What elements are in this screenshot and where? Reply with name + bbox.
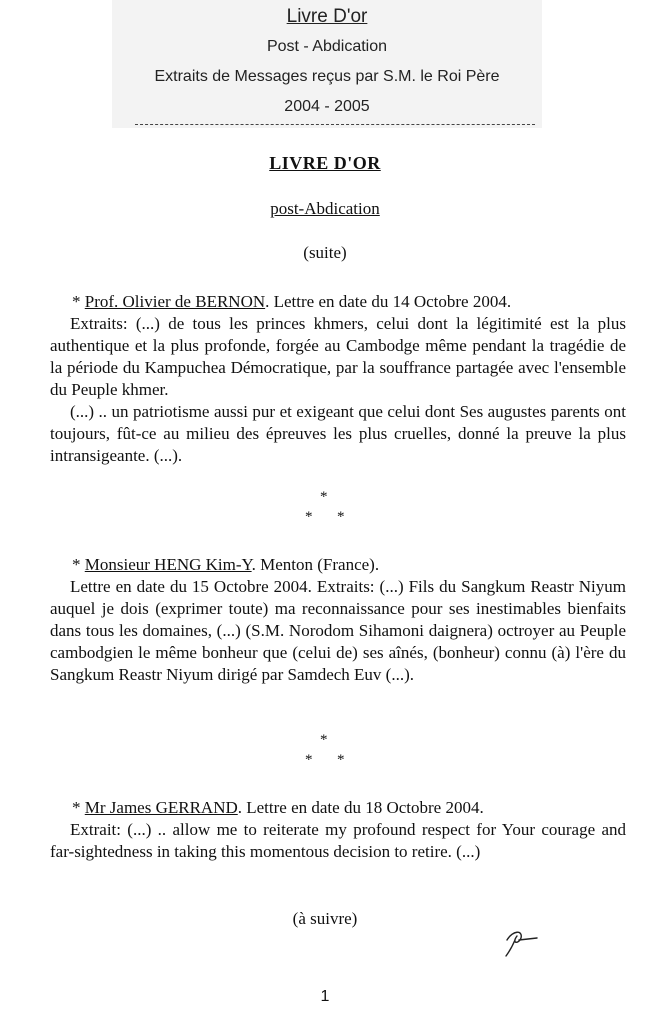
entry-marker: * <box>72 292 85 311</box>
entry-paragraph: Extrait: (...) .. allow me to reiterate my profound respect for Your courage and far-sightedness in taking this momentous decision to retire. (...) <box>50 820 626 861</box>
entry-marker: * <box>72 798 85 817</box>
entry-paragraph: Extraits: (...) de tous les princes khmers, celui dont la légitimité est la plus authentique et la plus profonde, forgée au Cambodge même pendant la tragédie de la période du Kampuchea Démocratique, par la souffrance partagée avec l'ensemble du Peuple khmer. <box>50 314 626 399</box>
page-title: LIVRE D'OR <box>269 153 381 173</box>
star-mark: * <box>305 752 313 768</box>
entry-heading <box>50 797 626 819</box>
signature-mark <box>495 922 545 958</box>
message-entry <box>50 797 626 863</box>
entry-details: . Lettre en date du 18 Octobre 2004. <box>237 798 484 817</box>
suite-label: (suite) <box>303 243 347 262</box>
star-mark: * <box>305 509 313 525</box>
entry-paragraph: Lettre en date du 15 Octobre 2004. Extraits: (...) Fils du Sangkum Reastr Niyum auquel je dois (exprimer toute) ma reconnaissance pour ses inestimables bienfaits dans tous les domaines, (...) (S.M. Norodom Sihamoni daignera) octroyer au Peuple cambodgien le même bonheur que (celui de) ses aînés, (bonheur) connu (à) l'ère du Sangkum Reastr Niyum dirigé par Samdech Euv (...). <box>50 577 626 684</box>
header-description: Extraits de Messages reçus par S.M. le Roi Père <box>154 68 500 85</box>
header-title: Livre D'or <box>286 6 368 27</box>
star-mark: * <box>337 752 345 768</box>
entry-heading <box>50 291 626 313</box>
message-entry <box>50 554 626 686</box>
entry-heading <box>50 554 626 576</box>
star-mark: * <box>320 732 328 748</box>
continuation-note: (à suivre) <box>292 909 358 928</box>
entry-author: Monsieur HENG Kim-Y <box>84 555 252 574</box>
dashed-divider <box>135 124 535 125</box>
header-years: 2004 - 2005 <box>284 98 370 115</box>
entry-author: Mr James GERRAND <box>84 798 238 817</box>
star-mark: * <box>320 489 328 505</box>
entry-paragraph: (...) .. un patriotisme aussi pur et exigeant que celui dont Ses augustes parents ont toujours, fût-ce au milieu des épreuves les plus cruelles, donné la preuve la plus intransigeante. (...). <box>50 402 626 465</box>
entry-marker: * <box>72 555 85 574</box>
page-subtitle: post-Abdication <box>270 199 380 218</box>
header-subtitle: Post - Abdication <box>266 38 388 55</box>
star-mark: * <box>337 509 345 525</box>
section-separator <box>300 489 350 525</box>
section-separator <box>300 732 350 768</box>
entry-details: . Menton (France). <box>251 555 380 574</box>
entry-author: Prof. Olivier de BERNON <box>84 292 266 311</box>
message-entry <box>50 291 626 467</box>
page-number: 1 <box>320 988 330 1005</box>
entry-details: . Lettre en date du 14 Octobre 2004. <box>265 292 512 311</box>
